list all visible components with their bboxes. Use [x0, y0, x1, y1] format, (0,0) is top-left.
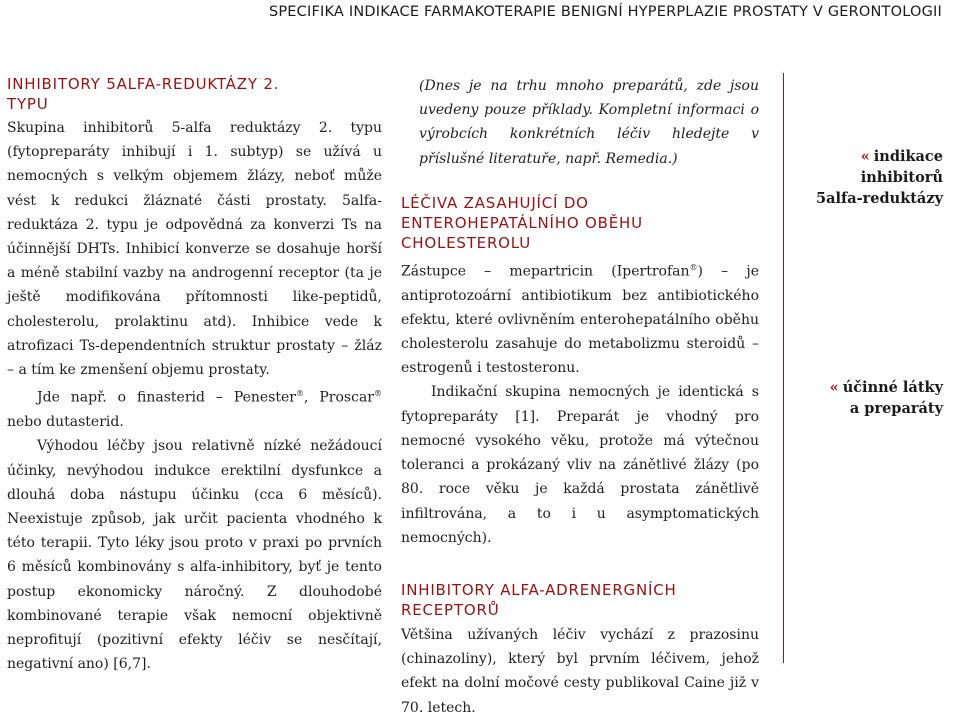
paragraph-prazosin: Většina užívaných léčiv vychází z prazosinu (chinazoliny), který byl prvním léčivem, jehož efekt na dolní močové cesty publikoval Caine již v 70. letech. — [401, 626, 759, 716]
section-heading-5alfa: INHIBITORY 5ALFA-REDUKTÁZY 2. TYPU — [7, 75, 280, 113]
section-heading-cholesterol: LÉČIVA ZASAHUJÍCÍ DO ENTEROHEPATÁLNÍHO OBĚHU CHOLESTEROLU — [401, 193, 643, 252]
paragraph-5alfa-intro: Skupina inhibitorů 5-alfa reduktázy 2. typu (fytopreparáty inhibují i 1. subtyp) se užívá u nemocných s velkým objemem žlázy, neboť může vést k redukci žláznaté části prostaty. 5alfa-reduktáza 2. typu je odpovědná za konverzi Ts na účinnější DHTs. Inhibicí konverze se dosahuje horší a méně stabilní vazby na androgenní receptor (ta je ještě modifikována přítomnosti like-peptidů, cholesterolu, prolaktinu atd). Inhibice vede k atrofizaci Ts-dependentních struktur prostaty – žláz – a tím ke zmenšení objemu prostaty. — [7, 120, 382, 379]
left-column — [7, 74, 382, 676]
margin-note-ucinne-latky: « účinné látky a preparáty — [829, 379, 943, 417]
section-heading-alfa-adrenergic: INHIBITORY ALFA-ADRENERGNÍCH RECEPTORŮ — [401, 580, 677, 619]
running-head: SPECIFIKA INDIKACE FARMAKOTERAPIE BENIGNÍ HYPERPLAZIE PROSTATY V GERONTOLOGII — [268, 4, 942, 20]
middle-column — [401, 74, 759, 720]
paragraph-mepartricin: Zástupce – mepartricin (Ipertrofan®) – je antiprotozoární antibiotikum bez antibiotického efektu, které ovlivněním enterohepatálního oběhu cholesterolu zasahuje do metabolizmu steroidů – estrogenů i testosteronu. — [401, 262, 759, 377]
marker-icon: « — [829, 379, 839, 396]
margin-rule — [783, 73, 784, 663]
note-market-products: (Dnes je na trhu mnoho preparátů, zde jsou uvedeny pouze příklady. Kompletní informaci o výrobcích konkrétních léčiv hledejte v příslušné literatuře, např. Remedia.) — [419, 78, 759, 167]
paragraph-indication: Indikační skupina nemocných je identická s fytopreparáty [1]. Preparát je vhodný pro nemocné vysokého věku, protože má výtečnou toleranci a prokázaný vliv na zánětlivé žlázy (po 80. roce věku je každá prostata zánětlivě infiltrována, a to i u asymptomatických nemocných). — [401, 384, 759, 546]
marker-icon: « — [860, 148, 870, 165]
margin-note-indikace: « indikace inhibitorů 5alfa-reduktázy — [816, 148, 943, 207]
paragraph-examples: Jde např. o finasterid – Penester®, Proscar® nebo dutasterid. — [7, 389, 382, 431]
paragraph-advantages: Výhodou léčby jsou relativně nízké nežádoucí účinky, nevýhodou indukce erektilní dysfunkce a dlouhá doba nástupu účinku (cca 6 měsíců). Neexistuje způsob, jak určit pacienta vhodného k této terapii. Tyto léky jsou proto v praxi po prvních 6 měsíců kombinovány s alfa-inhibitory, byť je tento postup ekonomicky náročný. Z dlouhodobé kombinované terapie však nemocní objektivně neprofitují (pozitivní efekty léčiv se nesčítají, negativní ano) [6,7]. — [7, 438, 382, 673]
